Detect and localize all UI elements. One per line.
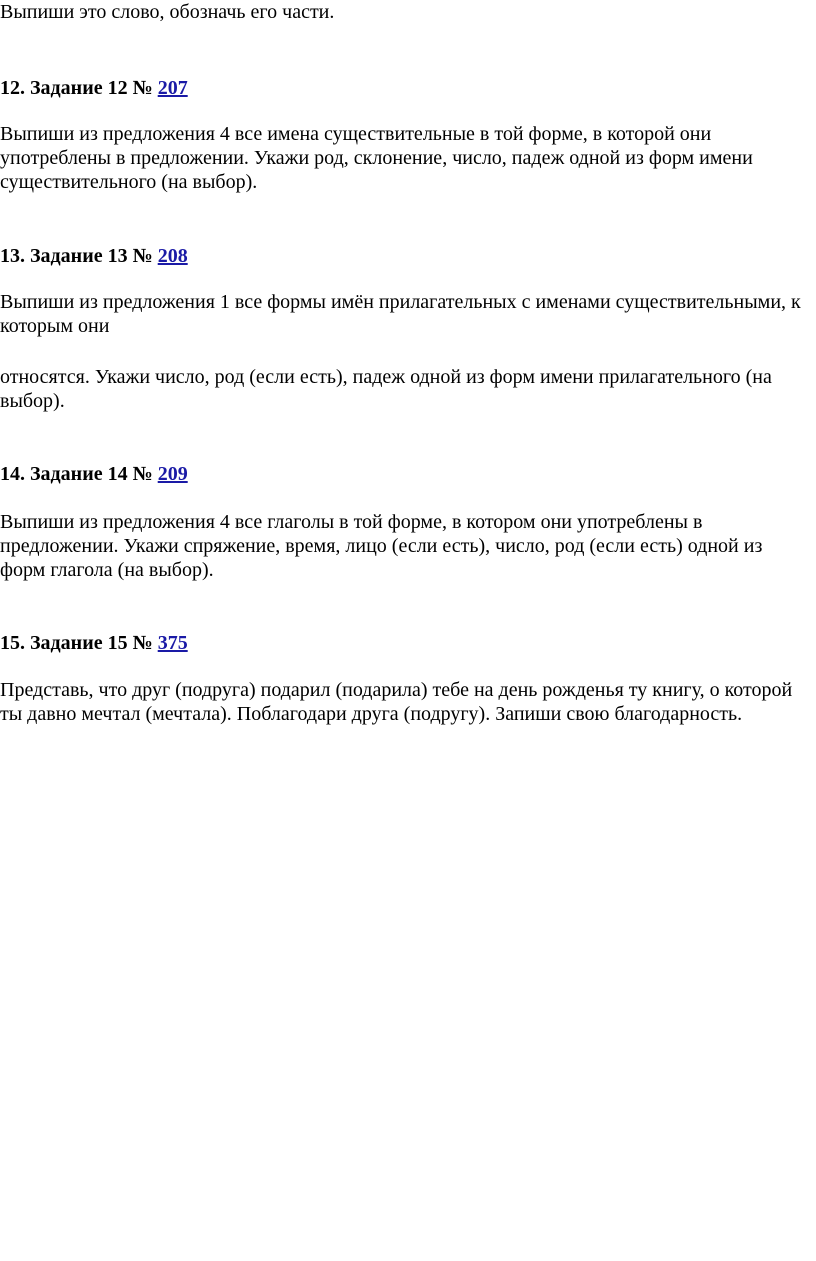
intro-text: Выпиши это слово, обозначь его части.: [0, 1, 335, 23]
task-12-text: Выпиши из предложения 4 все имена существительные в той форме, в которой они употреблены в предложении. Укажи род, склонение, число, падеж одной из форм имени существительного (на выбор).: [0, 123, 753, 193]
task-15-title: [0, 631, 188, 655]
task-12-title-label: 12. Задание 12 №: [0, 77, 158, 99]
task-15-link[interactable]: 375: [157, 632, 188, 654]
task-15-text: Представь, что друг (подруга) подарил (подарила) тебе на день рожденья ту книгу, о которой ты давно мечтал (мечтала). Поблагодари друга (подругу). Запиши свою благодарность.: [0, 679, 793, 725]
task-14-link[interactable]: 209: [157, 463, 188, 485]
task-14-text: Выпиши из предложения 4 все глаголы в той форме, в котором они употреблены в предложении. Укажи спряжение, время, лицо (если есть), число, род (если есть) одной из форм глагола (на выбор).: [0, 511, 763, 581]
task-14-title-label: 14. Задание 14 №: [0, 463, 158, 485]
task-13-link[interactable]: 208: [157, 245, 188, 267]
task-15-title-label: 15. Задание 15 №: [0, 632, 158, 654]
task-13-text-part-1: Выпиши из предложения 1 все формы имён прилагательных с именами существительными, к которым они: [0, 291, 801, 337]
task-13-title-label: 13. Задание 13 №: [0, 245, 158, 267]
task-12-title: [0, 76, 188, 100]
task-13-text-part-2: относятся. Укажи число, род (если есть), падеж одной из форм имени прилагательного (на выбор).: [0, 366, 772, 412]
task-12-link[interactable]: 207: [157, 77, 188, 99]
task-14-title: [0, 462, 188, 486]
task-13-title: [0, 244, 188, 268]
